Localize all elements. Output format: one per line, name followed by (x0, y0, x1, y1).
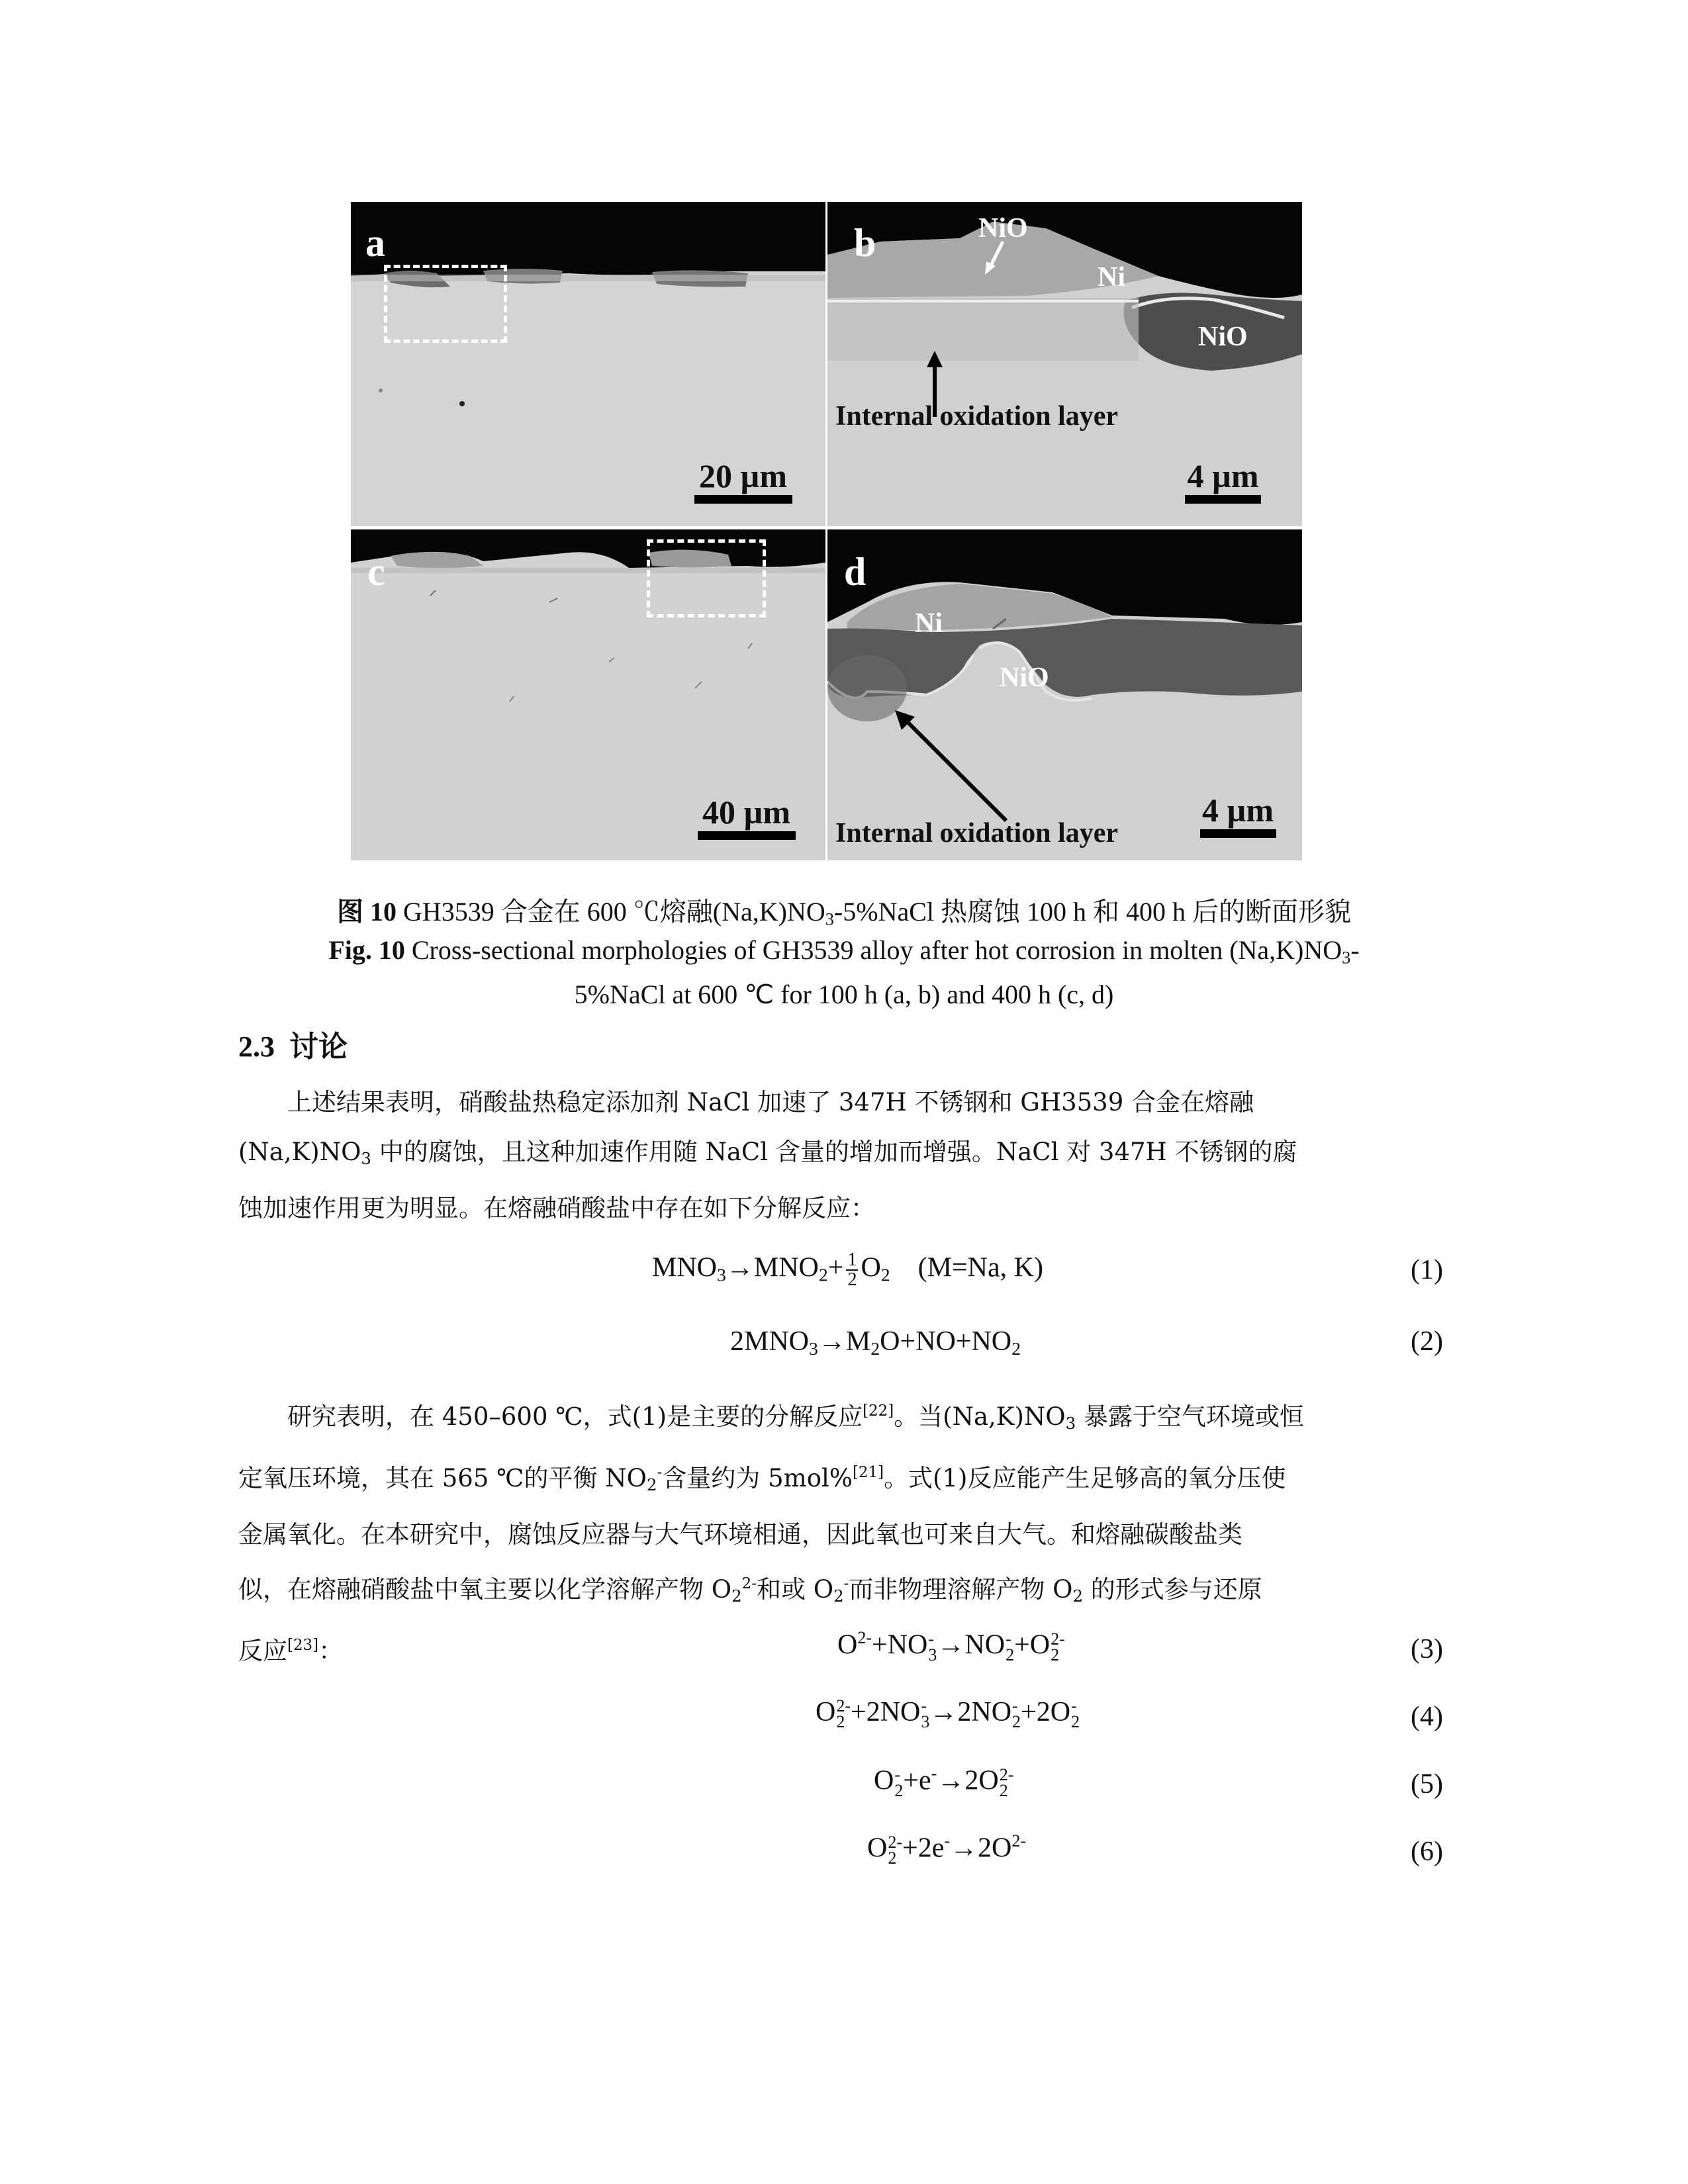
scale-bar-text-d: 4 µm (1202, 792, 1274, 829)
p2-sub-4c: 2 (1072, 1586, 1084, 1606)
p2-ref-21: [21] (852, 1463, 884, 1481)
caption-en-prefix: Fig. 10 (328, 935, 405, 965)
equation-5: O - 2 +e-→2O 2- 2 (874, 1764, 1014, 1800)
p2-ref-22: [22] (863, 1402, 894, 1420)
annotation-ni-b: Ni (1098, 262, 1125, 293)
panel-label-b: b (854, 221, 876, 265)
section-title: 讨论 (289, 1030, 348, 1063)
p2-text-2c: 。式(1)反应能产生足够高的氧分压使 (884, 1463, 1286, 1492)
sem-panel-a (351, 202, 825, 526)
paragraph-1-line-2 (238, 1127, 1443, 1183)
eq2-part-a: 2MNO (730, 1326, 810, 1357)
sem-panel-c (351, 529, 825, 860)
caption-en-sub: 3 (1342, 947, 1351, 968)
zoom-box-a (384, 265, 507, 343)
p2-sub-4b: 2 (833, 1586, 844, 1606)
scale-bar-line-a (694, 495, 792, 504)
paragraph-1-line-3 (238, 1183, 1443, 1233)
p2-sup-2: - (657, 1463, 663, 1481)
paragraph-2-line-3 (238, 1510, 1443, 1559)
annotation-internal-layer-b: Internal oxidation layer (835, 401, 1118, 432)
scale-bar-line-d (1200, 829, 1276, 838)
p2-sub-2: 2 (647, 1475, 657, 1494)
paragraph-1-text-3: 蚀加速作用更为明显。在熔融硝酸盐中存在如下分解反应： (238, 1194, 875, 1223)
paragraph-1 (238, 1077, 1443, 1233)
p2-text-2a: 定氧压环境，其在 565 ℃的平衡 NO (238, 1463, 647, 1492)
annotation-nio-right: NiO (1198, 322, 1248, 352)
eq2-part-c: O+NO+NO (880, 1326, 1012, 1357)
caption-cn-sub: 3 (825, 909, 834, 929)
p2-sub-4a: 2 (731, 1586, 742, 1606)
equation-1 (652, 1251, 1043, 1289)
paragraph-2-line-4 (238, 1559, 1443, 1621)
eq1-fraction (846, 1251, 858, 1289)
equation-5-label: (5) (1411, 1769, 1443, 1799)
eq1-sub-3: 3 (717, 1264, 726, 1285)
p2-text-5a: 反应 (238, 1636, 287, 1665)
caption-en-line-2: 5%NaCl at 600 ℃ for 100 h (a, b) and 400 h (c, d) (574, 979, 1114, 1009)
scale-bar-line-b (1185, 495, 1261, 504)
scale-bar-text-b: 4 µm (1187, 457, 1259, 494)
p2-text-1b: 。当(Na,K)NO (894, 1402, 1066, 1431)
equation-2 (730, 1326, 1021, 1359)
p2-text-2b: 含量约为 5mol% (662, 1463, 853, 1492)
panel-label-d: d (844, 550, 867, 594)
eq1-mno: MNO (652, 1252, 718, 1283)
equation-4: O 2- 2 +2NO - 3 →2NO - 2 +2O - 2 (816, 1696, 1080, 1732)
annotation-nio-d: NiO (1000, 662, 1049, 693)
p2-text-5b: ： (318, 1636, 344, 1665)
eq2-sub-2b: 2 (1011, 1338, 1021, 1359)
paragraph-2-line-2 (238, 1448, 1443, 1510)
equation-2-label: (2) (1411, 1326, 1443, 1357)
caption-en (0, 932, 1688, 1013)
eq2-sub-3: 3 (809, 1338, 818, 1359)
scale-bar-b (1165, 457, 1281, 504)
equation-6: O 2- 2 $+2e^-\to 2O^{2-}$ (867, 1831, 1027, 1868)
sem-panel-b (827, 202, 1302, 526)
p2-text-1c: 暴露于空气环境或恒 (1076, 1402, 1304, 1431)
paragraph-1-line-1 (238, 1077, 1443, 1127)
caption-cn-text-1: GH3539 合金在 600 ℃熔融(Na,K)NO (397, 897, 825, 927)
p2-text-3: 金属氧化。在本研究中，腐蚀反应器与大气环境相通，因此氧也可来自大气。和熔融碳酸盐类 (238, 1520, 1243, 1549)
paragraph-1-text-2a: (Na,K)NO (238, 1138, 361, 1166)
eq1-o: O (861, 1252, 881, 1283)
paragraph-1-text-2b: 中的腐蚀，且这种加速作用随 NaCl 含量的增加而增强。NaCl 对 347H 不锈钢的腐 (371, 1138, 1297, 1166)
p2-text-4b: 和或 O (756, 1574, 834, 1604)
paragraph-2-line-1 (238, 1387, 1443, 1448)
scale-bar-d (1188, 791, 1288, 838)
sem-panel-d (827, 529, 1302, 860)
paragraph-1-text-1: 上述结果表明，硝酸盐热稳定添加剂 NaCl 加速了 347H 不锈钢和 GH3539 合金在熔融 (287, 1088, 1254, 1116)
p2-text-4d: 的形式参与还原 (1083, 1574, 1262, 1604)
caption-cn-prefix: 图 10 (337, 897, 397, 927)
scale-bar-line-c (698, 831, 796, 840)
panel-label-a: a (365, 221, 385, 265)
p2-text-4a: 似，在熔融硝酸盐中氧主要以化学溶解产物 O (238, 1574, 732, 1604)
caption-cn (0, 893, 1688, 938)
eq1-denominator: 2 (847, 1269, 857, 1290)
eq2-part-b: →M (818, 1326, 871, 1357)
p2-ref-23: [23] (287, 1636, 319, 1654)
eq1-mno2: →MNO (726, 1252, 819, 1283)
zoom-box-c (647, 539, 766, 617)
equation-4-label: (4) (1411, 1702, 1443, 1732)
caption-cn-text-2: -5%NaCl 热腐蚀 100 h 和 400 h 后的断面形貌 (833, 897, 1351, 927)
eq1-numerator: 1 (847, 1250, 857, 1270)
scale-bar-a (682, 457, 804, 504)
equation-3-label: (3) (1411, 1634, 1443, 1664)
equation-3: $O^{2-}+NO$ - 3 →NO - 2 +O 2- 2 (837, 1628, 1065, 1664)
section-heading (238, 1023, 348, 1065)
eq1-sub-o: 2 (880, 1264, 890, 1285)
caption-en-text-1: Cross-sectional morphologies of GH3539 alloy after hot corrosion in molten (Na,K)NO (404, 935, 1342, 965)
equation-6-label: (6) (1411, 1837, 1443, 1867)
eq1-plus: + (827, 1252, 844, 1283)
section-number: 2.3 (238, 1030, 275, 1063)
arrow-nio-top (973, 238, 1026, 291)
annotation-ni-d: Ni (915, 608, 943, 639)
scale-bar-text-a: 20 µm (699, 457, 787, 494)
p2-sup-4b: - (843, 1574, 849, 1592)
annotation-internal-layer-d: Internal oxidation layer (835, 818, 1118, 848)
p2-sub-1: 3 (1065, 1413, 1076, 1433)
equation-1-label: (1) (1411, 1255, 1443, 1285)
eq2-sub-2: 2 (870, 1338, 880, 1359)
eq1-sub-2: 2 (818, 1264, 828, 1285)
p2-text-4c: 而非物理溶解产物 O (849, 1574, 1073, 1604)
panel-label-c: c (367, 550, 385, 594)
paragraph-1-sub: 3 (361, 1149, 371, 1169)
annotation-nio-top: NiO (978, 213, 1028, 244)
scale-bar-text-c: 40 µm (702, 794, 790, 831)
caption-en-text-2: - (1350, 935, 1360, 965)
arrow-internal-layer-d (887, 705, 1019, 831)
eq1-condition: (M=Na, K) (917, 1252, 1043, 1283)
scale-bar-c (685, 793, 808, 840)
p2-sup-4a: 2- (741, 1574, 757, 1592)
p2-text-1a: 研究表明，在 450–600 ℃，式(1)是主要的分解反应 (287, 1402, 863, 1431)
